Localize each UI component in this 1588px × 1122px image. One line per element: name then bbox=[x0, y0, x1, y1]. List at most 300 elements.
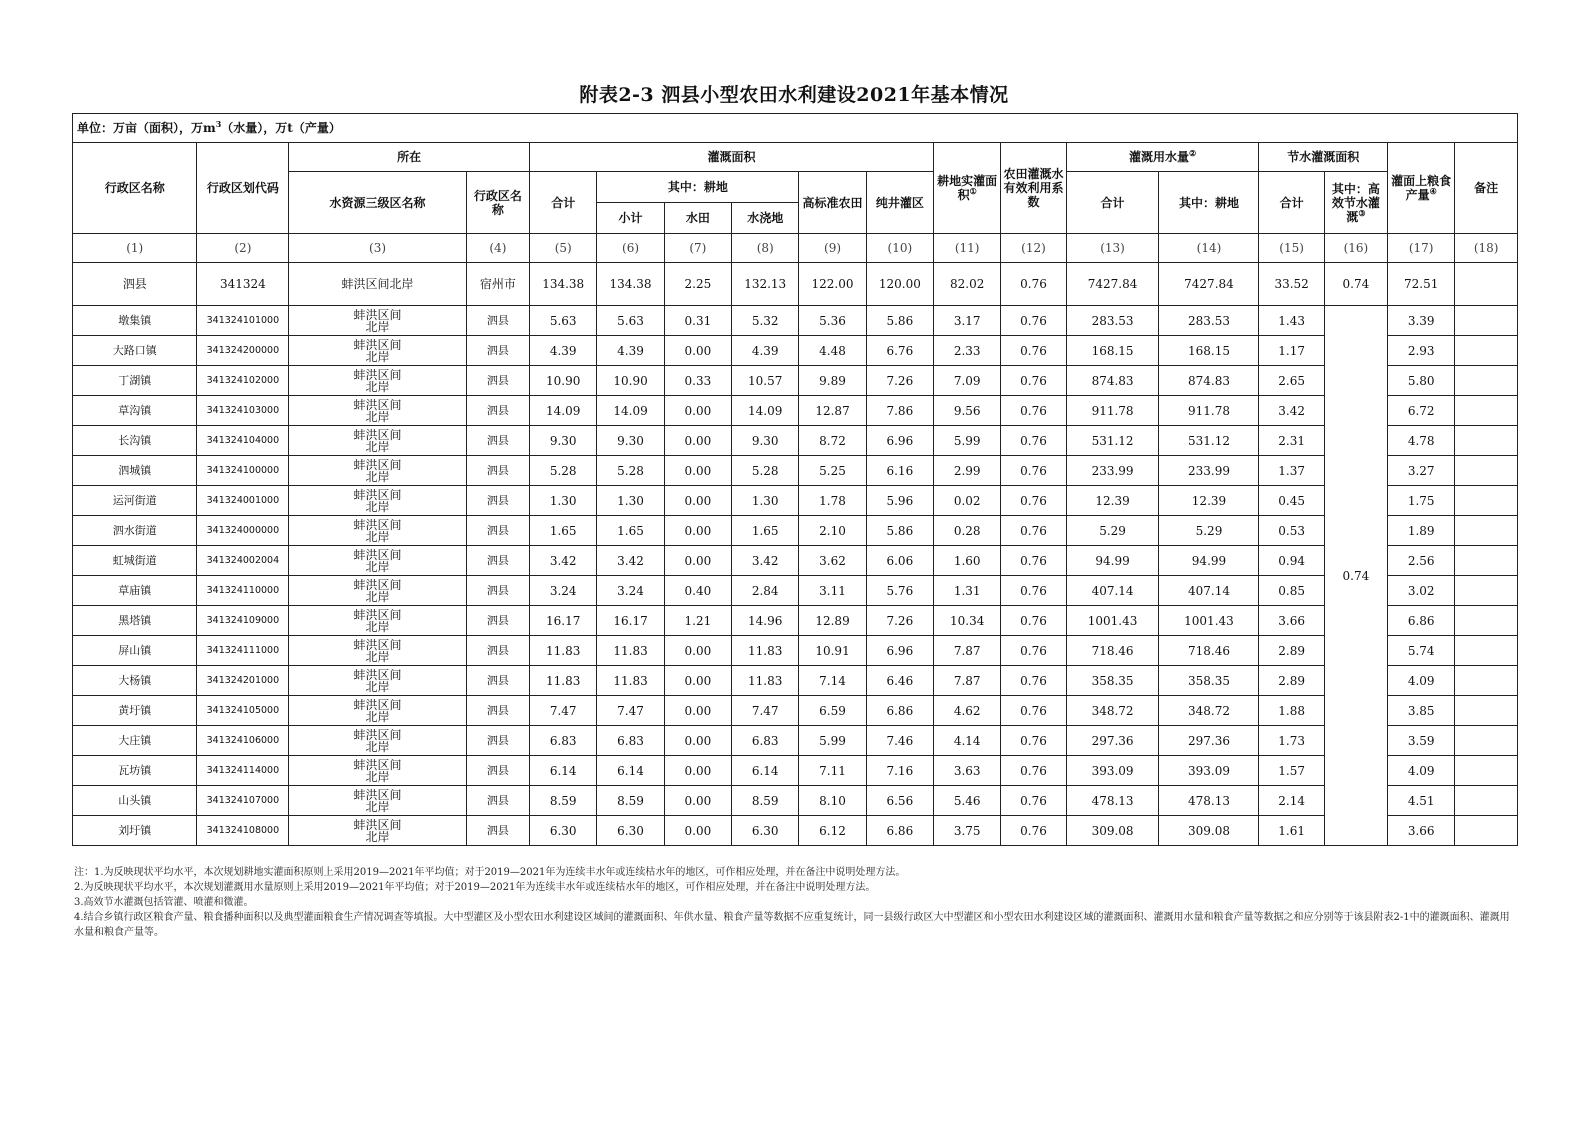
header-water-zone: 水资源三级区名称 bbox=[289, 172, 467, 234]
table-row bbox=[73, 666, 1518, 696]
county-admin: 宿州市 bbox=[466, 263, 529, 306]
town-remark bbox=[1455, 426, 1518, 456]
town-admin: 泗县 bbox=[466, 576, 529, 606]
town-code: 341324107000 bbox=[197, 786, 289, 816]
town-water-farmland: 12.39 bbox=[1159, 486, 1259, 516]
town-water-farmland: 1001.43 bbox=[1159, 606, 1259, 636]
town-zone-line1: 蚌洪区间 bbox=[353, 787, 402, 802]
town-grain: 5.80 bbox=[1388, 366, 1455, 396]
town-area-total: 8.59 bbox=[530, 786, 597, 816]
town-remark bbox=[1455, 366, 1518, 396]
town-water-farmland: 233.99 bbox=[1159, 456, 1259, 486]
town-paddy: 0.40 bbox=[664, 576, 731, 606]
town-remark bbox=[1455, 336, 1518, 366]
town-irrigable: 6.83 bbox=[732, 726, 799, 756]
town-paddy: 0.00 bbox=[664, 516, 731, 546]
column-index-cell: (3) bbox=[289, 234, 467, 263]
town-remark bbox=[1455, 546, 1518, 576]
town-remark bbox=[1455, 636, 1518, 666]
town-water-total: 358.35 bbox=[1066, 666, 1159, 696]
county-subtotal: 134.38 bbox=[597, 263, 664, 306]
town-irrigable: 10.57 bbox=[732, 366, 799, 396]
footnote-1: 注：1.为反映现状平均水平，本次规划耕地实灌面积原则上采用2019—2021年平均值；对于2019—2021年为连续丰水年或连续枯水年的地区，可作相应处理，并在备注中说明处理方法。 bbox=[74, 867, 906, 878]
town-coef: 0.76 bbox=[1001, 726, 1066, 756]
town-paddy: 0.00 bbox=[664, 786, 731, 816]
town-zone-line2: 北岸 bbox=[365, 529, 390, 544]
county-water-farmland: 7427.84 bbox=[1159, 263, 1259, 306]
town-water-farmland: 297.36 bbox=[1159, 726, 1259, 756]
county-total: 134.38 bbox=[530, 263, 597, 306]
town-pure-well: 6.86 bbox=[866, 696, 933, 726]
town-subtotal: 1.30 bbox=[597, 486, 664, 516]
town-saving-total: 1.57 bbox=[1259, 756, 1324, 786]
town-pure-well: 6.16 bbox=[866, 456, 933, 486]
town-name: 丁湖镇 bbox=[73, 366, 197, 396]
town-irrigable: 6.14 bbox=[732, 756, 799, 786]
town-area-total: 7.47 bbox=[530, 696, 597, 726]
town-zone bbox=[289, 786, 467, 816]
county-high-standard: 122.00 bbox=[799, 263, 866, 306]
town-zone-line2: 北岸 bbox=[365, 319, 390, 334]
town-coef: 0.76 bbox=[1001, 396, 1066, 426]
town-name: 山头镇 bbox=[73, 786, 197, 816]
town-grain: 3.59 bbox=[1388, 726, 1455, 756]
town-name: 泗水街道 bbox=[73, 516, 197, 546]
town-zone-line1: 蚌洪区间 bbox=[353, 817, 402, 832]
town-irrigable: 6.30 bbox=[732, 816, 799, 846]
header-district-name: 行政区名称 bbox=[73, 143, 197, 234]
town-zone-line1: 蚌洪区间 bbox=[353, 367, 402, 382]
town-high-standard: 9.89 bbox=[799, 366, 866, 396]
town-admin: 泗县 bbox=[466, 456, 529, 486]
town-zone-line1: 蚌洪区间 bbox=[353, 427, 402, 442]
town-grain: 2.93 bbox=[1388, 336, 1455, 366]
town-saving-total: 0.53 bbox=[1259, 516, 1324, 546]
town-saving-total: 1.17 bbox=[1259, 336, 1324, 366]
town-high-standard: 10.91 bbox=[799, 636, 866, 666]
town-water-farmland: 358.35 bbox=[1159, 666, 1259, 696]
town-water-farmland: 283.53 bbox=[1159, 306, 1259, 336]
town-code: 341324106000 bbox=[197, 726, 289, 756]
town-pure-well: 7.16 bbox=[866, 756, 933, 786]
town-pure-well: 6.96 bbox=[866, 426, 933, 456]
town-code: 341324200000 bbox=[197, 336, 289, 366]
town-actual-irrigated: 10.34 bbox=[934, 606, 1001, 636]
town-subtotal: 6.14 bbox=[597, 756, 664, 786]
town-subtotal: 11.83 bbox=[597, 666, 664, 696]
town-water-total: 407.14 bbox=[1066, 576, 1159, 606]
town-remark bbox=[1455, 666, 1518, 696]
town-coef: 0.76 bbox=[1001, 366, 1066, 396]
column-index-cell: (2) bbox=[197, 234, 289, 263]
table-row bbox=[73, 726, 1518, 756]
town-paddy: 0.00 bbox=[664, 726, 731, 756]
town-pure-well: 5.86 bbox=[866, 306, 933, 336]
town-actual-irrigated: 7.09 bbox=[934, 366, 1001, 396]
town-name: 虹城街道 bbox=[73, 546, 197, 576]
town-remark bbox=[1455, 606, 1518, 636]
town-zone bbox=[289, 726, 467, 756]
column-index-cell: (8) bbox=[732, 234, 799, 263]
town-saving-total: 3.42 bbox=[1259, 396, 1324, 426]
town-saving-total: 1.61 bbox=[1259, 816, 1324, 846]
town-water-farmland: 407.14 bbox=[1159, 576, 1259, 606]
unit-line: 单位：万亩（面积），万$m^3$（水量），万t（产量） bbox=[73, 114, 1518, 143]
town-name: 瓦坊镇 bbox=[73, 756, 197, 786]
town-paddy: 0.33 bbox=[664, 366, 731, 396]
town-remark bbox=[1455, 486, 1518, 516]
town-paddy: 0.00 bbox=[664, 666, 731, 696]
town-name: 刘圩镇 bbox=[73, 816, 197, 846]
town-high-standard: 8.72 bbox=[799, 426, 866, 456]
town-irrigable: 5.28 bbox=[732, 456, 799, 486]
county-paddy: 2.25 bbox=[664, 263, 731, 306]
town-name: 草庙镇 bbox=[73, 576, 197, 606]
town-zone-line1: 蚌洪区间 bbox=[353, 397, 402, 412]
town-zone-line2: 北岸 bbox=[365, 769, 390, 784]
town-actual-irrigated: 9.56 bbox=[934, 396, 1001, 426]
town-code: 341324102000 bbox=[197, 366, 289, 396]
town-pure-well: 7.86 bbox=[866, 396, 933, 426]
county-row bbox=[73, 263, 1518, 306]
town-water-farmland: 94.99 bbox=[1159, 546, 1259, 576]
town-grain: 3.66 bbox=[1388, 816, 1455, 846]
county-remark bbox=[1455, 263, 1518, 306]
town-irrigable: 4.39 bbox=[732, 336, 799, 366]
town-water-farmland: 5.29 bbox=[1159, 516, 1259, 546]
town-coef: 0.76 bbox=[1001, 816, 1066, 846]
column-index-cell: (9) bbox=[799, 234, 866, 263]
town-water-total: 1001.43 bbox=[1066, 606, 1159, 636]
town-pure-well: 7.26 bbox=[866, 606, 933, 636]
town-name: 大庄镇 bbox=[73, 726, 197, 756]
county-coef: 0.76 bbox=[1001, 263, 1066, 306]
town-actual-irrigated: 4.14 bbox=[934, 726, 1001, 756]
town-grain: 5.74 bbox=[1388, 636, 1455, 666]
town-remark bbox=[1455, 756, 1518, 786]
town-name: 运河街道 bbox=[73, 486, 197, 516]
county-saving-total: 33.52 bbox=[1259, 263, 1324, 306]
town-paddy: 0.00 bbox=[664, 486, 731, 516]
town-zone bbox=[289, 696, 467, 726]
column-index-cell: (18) bbox=[1455, 234, 1518, 263]
town-code: 341324108000 bbox=[197, 816, 289, 846]
town-zone-line2: 北岸 bbox=[365, 379, 390, 394]
town-irrigable: 14.09 bbox=[732, 396, 799, 426]
town-zone bbox=[289, 396, 467, 426]
town-code: 341324104000 bbox=[197, 426, 289, 456]
town-zone bbox=[289, 306, 467, 336]
town-coef: 0.76 bbox=[1001, 576, 1066, 606]
town-coef: 0.76 bbox=[1001, 456, 1066, 486]
town-admin: 泗县 bbox=[466, 516, 529, 546]
town-high-standard: 7.11 bbox=[799, 756, 866, 786]
footnote-3: 3.高效节水灌溉包括管灌、喷灌和微灌。 bbox=[74, 897, 254, 908]
town-paddy: 0.00 bbox=[664, 426, 731, 456]
town-high-standard: 1.78 bbox=[799, 486, 866, 516]
town-subtotal: 9.30 bbox=[597, 426, 664, 456]
column-index-cell: (10) bbox=[866, 234, 933, 263]
town-subtotal: 5.28 bbox=[597, 456, 664, 486]
town-grain: 6.72 bbox=[1388, 396, 1455, 426]
town-pure-well: 6.76 bbox=[866, 336, 933, 366]
table-row bbox=[73, 306, 1518, 336]
town-saving-total: 2.14 bbox=[1259, 786, 1324, 816]
town-area-total: 16.17 bbox=[530, 606, 597, 636]
town-irrigable: 14.96 bbox=[732, 606, 799, 636]
town-area-total: 9.30 bbox=[530, 426, 597, 456]
table-row bbox=[73, 546, 1518, 576]
town-code: 341324114000 bbox=[197, 756, 289, 786]
town-name: 屏山镇 bbox=[73, 636, 197, 666]
header-saving-efficient: 其中：高效节水灌溉③ bbox=[1324, 172, 1387, 234]
town-admin: 泗县 bbox=[466, 306, 529, 336]
town-subtotal: 4.39 bbox=[597, 336, 664, 366]
town-irrigable: 2.84 bbox=[732, 576, 799, 606]
header-of-which-farmland: 其中：耕地 bbox=[597, 172, 799, 203]
town-pure-well: 7.46 bbox=[866, 726, 933, 756]
table-row bbox=[73, 696, 1518, 726]
town-high-standard: 12.87 bbox=[799, 396, 866, 426]
table-row bbox=[73, 336, 1518, 366]
county-pure-well: 120.00 bbox=[866, 263, 933, 306]
column-index-cell: (15) bbox=[1259, 234, 1324, 263]
town-water-total: 309.08 bbox=[1066, 816, 1159, 846]
table-row bbox=[73, 366, 1518, 396]
town-coef: 0.76 bbox=[1001, 486, 1066, 516]
header-pure-well: 纯井灌区 bbox=[866, 172, 933, 234]
town-water-total: 393.09 bbox=[1066, 756, 1159, 786]
header-high-standard: 高标准农田 bbox=[799, 172, 866, 234]
town-zone bbox=[289, 456, 467, 486]
table-row bbox=[73, 816, 1518, 846]
town-zone bbox=[289, 816, 467, 846]
town-admin: 泗县 bbox=[466, 396, 529, 426]
town-grain: 4.51 bbox=[1388, 786, 1455, 816]
town-high-standard: 4.48 bbox=[799, 336, 866, 366]
town-zone bbox=[289, 606, 467, 636]
town-zone-line2: 北岸 bbox=[365, 499, 390, 514]
town-area-total: 5.63 bbox=[530, 306, 597, 336]
town-subtotal: 3.24 bbox=[597, 576, 664, 606]
town-coef: 0.76 bbox=[1001, 606, 1066, 636]
town-water-farmland: 348.72 bbox=[1159, 696, 1259, 726]
town-zone-line1: 蚌洪区间 bbox=[353, 667, 402, 682]
town-high-standard: 8.10 bbox=[799, 786, 866, 816]
town-admin: 泗县 bbox=[466, 816, 529, 846]
town-saving-total: 1.88 bbox=[1259, 696, 1324, 726]
town-grain: 1.89 bbox=[1388, 516, 1455, 546]
town-zone bbox=[289, 426, 467, 456]
town-remark bbox=[1455, 696, 1518, 726]
town-zone-line2: 北岸 bbox=[365, 829, 390, 844]
town-code: 341324100000 bbox=[197, 456, 289, 486]
town-paddy: 1.21 bbox=[664, 606, 731, 636]
town-high-standard: 3.62 bbox=[799, 546, 866, 576]
town-coef: 0.76 bbox=[1001, 516, 1066, 546]
town-irrigable: 11.83 bbox=[732, 666, 799, 696]
header-irrigable: 水浇地 bbox=[732, 203, 799, 234]
town-zone-line2: 北岸 bbox=[365, 409, 390, 424]
town-code: 341324201000 bbox=[197, 666, 289, 696]
town-coef: 0.76 bbox=[1001, 786, 1066, 816]
town-zone-line2: 北岸 bbox=[365, 799, 390, 814]
town-pure-well: 5.96 bbox=[866, 486, 933, 516]
town-grain: 3.02 bbox=[1388, 576, 1455, 606]
header-water-use: 灌溉用水量② bbox=[1066, 143, 1259, 172]
town-area-total: 1.65 bbox=[530, 516, 597, 546]
town-area-total: 6.30 bbox=[530, 816, 597, 846]
town-zone-line2: 北岸 bbox=[365, 679, 390, 694]
town-paddy: 0.00 bbox=[664, 546, 731, 576]
town-name: 长沟镇 bbox=[73, 426, 197, 456]
page-title: 附表2-3 泗县小型农田水利建设2021年基本情况 bbox=[579, 84, 1009, 106]
town-water-farmland: 478.13 bbox=[1159, 786, 1259, 816]
town-saving-total: 1.37 bbox=[1259, 456, 1324, 486]
town-pure-well: 6.56 bbox=[866, 786, 933, 816]
town-code: 341324000000 bbox=[197, 516, 289, 546]
town-paddy: 0.00 bbox=[664, 756, 731, 786]
town-subtotal: 3.42 bbox=[597, 546, 664, 576]
town-water-total: 283.53 bbox=[1066, 306, 1159, 336]
county-zone: 蚌洪区间北岸 bbox=[289, 263, 467, 306]
town-paddy: 0.00 bbox=[664, 696, 731, 726]
town-code: 341324109000 bbox=[197, 606, 289, 636]
town-name: 黄圩镇 bbox=[73, 696, 197, 726]
town-zone bbox=[289, 336, 467, 366]
table-row bbox=[73, 396, 1518, 426]
town-remark bbox=[1455, 726, 1518, 756]
table-row bbox=[73, 426, 1518, 456]
town-high-standard: 3.11 bbox=[799, 576, 866, 606]
town-area-total: 5.28 bbox=[530, 456, 597, 486]
table-row bbox=[73, 636, 1518, 666]
town-water-farmland: 718.46 bbox=[1159, 636, 1259, 666]
town-subtotal: 5.63 bbox=[597, 306, 664, 336]
town-zone bbox=[289, 486, 467, 516]
town-admin: 泗县 bbox=[466, 546, 529, 576]
town-name: 泗城镇 bbox=[73, 456, 197, 486]
town-name: 大杨镇 bbox=[73, 666, 197, 696]
column-index-cell: (17) bbox=[1388, 234, 1455, 263]
header-saving-area: 节水灌溉面积 bbox=[1259, 143, 1388, 172]
town-actual-irrigated: 3.75 bbox=[934, 816, 1001, 846]
town-zone-line1: 蚌洪区间 bbox=[353, 637, 402, 652]
town-admin: 泗县 bbox=[466, 606, 529, 636]
header-remark: 备注 bbox=[1455, 143, 1518, 234]
column-index-cell: (7) bbox=[664, 234, 731, 263]
header-water-farmland: 其中：耕地 bbox=[1159, 172, 1259, 234]
county-actual-irrigated: 82.02 bbox=[934, 263, 1001, 306]
town-area-total: 3.24 bbox=[530, 576, 597, 606]
town-pure-well: 5.76 bbox=[866, 576, 933, 606]
town-saving-total: 1.73 bbox=[1259, 726, 1324, 756]
town-water-total: 874.83 bbox=[1066, 366, 1159, 396]
town-high-standard: 5.25 bbox=[799, 456, 866, 486]
town-area-total: 4.39 bbox=[530, 336, 597, 366]
town-high-standard: 12.89 bbox=[799, 606, 866, 636]
town-paddy: 0.00 bbox=[664, 396, 731, 426]
column-index-cell: (11) bbox=[934, 234, 1001, 263]
header-irrigated-area: 灌溉面积 bbox=[530, 143, 934, 172]
town-actual-irrigated: 4.62 bbox=[934, 696, 1001, 726]
town-water-farmland: 531.12 bbox=[1159, 426, 1259, 456]
town-area-total: 1.30 bbox=[530, 486, 597, 516]
town-zone bbox=[289, 366, 467, 396]
town-remark bbox=[1455, 816, 1518, 846]
town-actual-irrigated: 0.28 bbox=[934, 516, 1001, 546]
town-remark bbox=[1455, 786, 1518, 816]
header-saving-total: 合计 bbox=[1259, 172, 1324, 234]
town-grain: 6.86 bbox=[1388, 606, 1455, 636]
town-pure-well: 6.96 bbox=[866, 636, 933, 666]
town-high-standard: 5.36 bbox=[799, 306, 866, 336]
town-zone-line2: 北岸 bbox=[365, 439, 390, 454]
town-water-total: 348.72 bbox=[1066, 696, 1159, 726]
town-zone-line1: 蚌洪区间 bbox=[353, 517, 402, 532]
town-admin: 泗县 bbox=[466, 486, 529, 516]
table-row bbox=[73, 486, 1518, 516]
header-effective-coef: 农田灌溉水有效利用系数 bbox=[1001, 143, 1066, 234]
town-zone-line1: 蚌洪区间 bbox=[353, 607, 402, 622]
town-grain: 3.85 bbox=[1388, 696, 1455, 726]
town-admin: 泗县 bbox=[466, 666, 529, 696]
merged-efficient-saving: 0.74 bbox=[1324, 306, 1387, 846]
town-saving-total: 2.89 bbox=[1259, 636, 1324, 666]
table-row bbox=[73, 456, 1518, 486]
town-zone bbox=[289, 576, 467, 606]
town-saving-total: 0.94 bbox=[1259, 546, 1324, 576]
town-coef: 0.76 bbox=[1001, 546, 1066, 576]
town-code: 341324002004 bbox=[197, 546, 289, 576]
table-row bbox=[73, 576, 1518, 606]
town-zone-line1: 蚌洪区间 bbox=[353, 757, 402, 772]
column-index-cell: (1) bbox=[73, 234, 197, 263]
town-irrigable: 8.59 bbox=[732, 786, 799, 816]
town-remark bbox=[1455, 516, 1518, 546]
county-name: 泗县 bbox=[73, 263, 197, 306]
town-paddy: 0.00 bbox=[664, 336, 731, 366]
town-actual-irrigated: 5.46 bbox=[934, 786, 1001, 816]
town-code: 341324111000 bbox=[197, 636, 289, 666]
town-zone-line1: 蚌洪区间 bbox=[353, 547, 402, 562]
town-irrigable: 5.32 bbox=[732, 306, 799, 336]
town-coef: 0.76 bbox=[1001, 306, 1066, 336]
town-paddy: 0.00 bbox=[664, 816, 731, 846]
town-irrigable: 1.65 bbox=[732, 516, 799, 546]
town-irrigable: 11.83 bbox=[732, 636, 799, 666]
town-grain: 4.09 bbox=[1388, 756, 1455, 786]
town-area-total: 11.83 bbox=[530, 636, 597, 666]
town-coef: 0.76 bbox=[1001, 426, 1066, 456]
town-zone-line2: 北岸 bbox=[365, 559, 390, 574]
town-zone-line1: 蚌洪区间 bbox=[353, 457, 402, 472]
town-name: 大路口镇 bbox=[73, 336, 197, 366]
town-water-total: 718.46 bbox=[1066, 636, 1159, 666]
header-paddy: 水田 bbox=[664, 203, 731, 234]
town-pure-well: 6.06 bbox=[866, 546, 933, 576]
town-zone-line2: 北岸 bbox=[365, 709, 390, 724]
town-irrigable: 3.42 bbox=[732, 546, 799, 576]
town-actual-irrigated: 3.63 bbox=[934, 756, 1001, 786]
town-actual-irrigated: 5.99 bbox=[934, 426, 1001, 456]
town-zone-line2: 北岸 bbox=[365, 469, 390, 484]
town-zone bbox=[289, 636, 467, 666]
town-irrigable: 9.30 bbox=[732, 426, 799, 456]
column-index-cell: (12) bbox=[1001, 234, 1066, 263]
town-actual-irrigated: 1.60 bbox=[934, 546, 1001, 576]
town-name: 草沟镇 bbox=[73, 396, 197, 426]
